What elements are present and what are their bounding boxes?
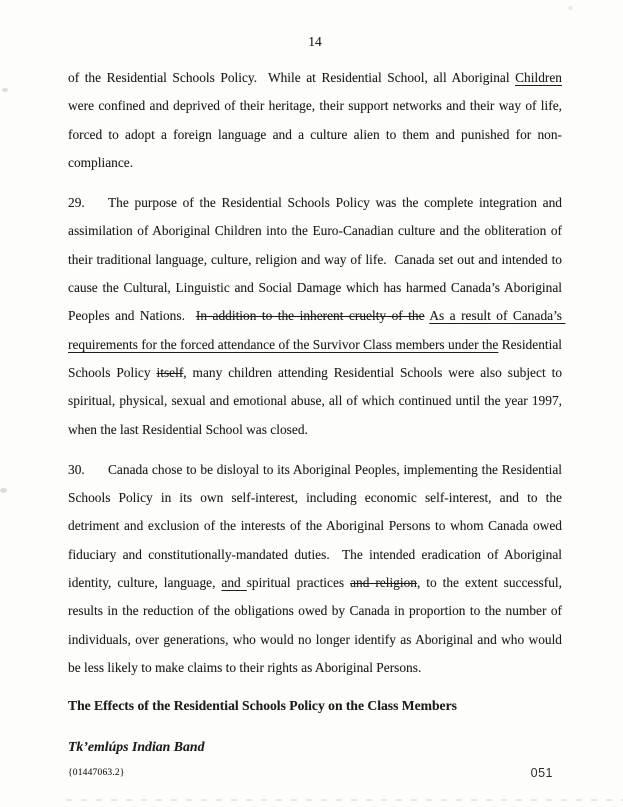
paragraph-29 [68, 189, 566, 444]
document-id-footer: {01447063.2} [68, 768, 125, 779]
text-segment-normal: , to the extent successful, results in the reduction of the obligations owed by Canada in proportion to the number of individuals, over generations, who would no longer identify as Aboriginal and who would be less likely to make claims to their rights as Aboriginal Persons. [68, 575, 566, 675]
scan-speckle [0, 488, 7, 493]
text-segment-normal: , many children attending Residential Schools were also subject to spiritual, physical, sexual and emotional abuse, all of which continued until the year 1997, when the last Residential School was closed. [68, 364, 566, 437]
text-segment-normal: The purpose of the Residential Schools Policy was the complete integration and assimilation of Aboriginal Children into the Euro-Canadian culture and the obliteration of their traditional language, culture, religion and way of life. Canada set out and intended to cause the Cultural, Linguistic and Social Damage which has harmed Canada’s Aboriginal Peoples and Nations. [68, 195, 566, 324]
paragraph-text [68, 195, 565, 436]
scan-artifact-bottom [66, 799, 623, 801]
text-segment-normal: Residential Schools Policy [68, 336, 566, 380]
text-segment-normal: spiritual practices [246, 575, 351, 591]
text-segment-normal: of the Residential Schools Policy. While at Residential School, all Aboriginal [68, 70, 516, 85]
text-segment-underline: Children [515, 70, 562, 85]
text-segment-underline: As a result of Canada’s requirements for the forced attendance of the Survivor Class members under the [68, 308, 566, 352]
paragraph-text [68, 70, 565, 170]
page-number: 14 [308, 34, 322, 49]
paragraph-continuation [68, 64, 566, 177]
subsection-heading: Tk’emlúps Indian Band [68, 739, 205, 755]
paragraph-text [68, 462, 565, 675]
text-segment-strike: and religion [350, 575, 417, 591]
text-segment-normal: were confined and deprived of their heritage, their support networks and their way of life, forced to adopt a foreign language and a culture alien to them and punished for non-compliance. [68, 70, 566, 170]
text-segment-strike: In addition to the inherent cruelty of the [195, 308, 425, 324]
scan-speckle [568, 6, 573, 10]
scan-speckle [2, 88, 8, 92]
bates-stamp-number: 051 [530, 766, 553, 780]
paragraph-30 [68, 456, 566, 682]
text-segment-strike: itself [156, 364, 184, 380]
page-content [68, 28, 566, 779]
section-heading: The Effects of the Residential Schools Policy on the Class Members [68, 698, 457, 714]
paragraph-number: 29. [68, 195, 85, 211]
text-segment-underline: and [221, 575, 247, 591]
paragraph-number: 30. [68, 461, 85, 477]
text-segment-normal: Canada chose to be disloyal to its Aboriginal Peoples, implementing the Residential Schools Policy in its own self-interest, including economic self-interest, and to the detriment and exclusion of the interests of the Aboriginal Persons to whom Canada owed fiduciary and constitutionally-mandated duties. The intended eradication of Aboriginal identity, culture, language, [68, 461, 566, 591]
